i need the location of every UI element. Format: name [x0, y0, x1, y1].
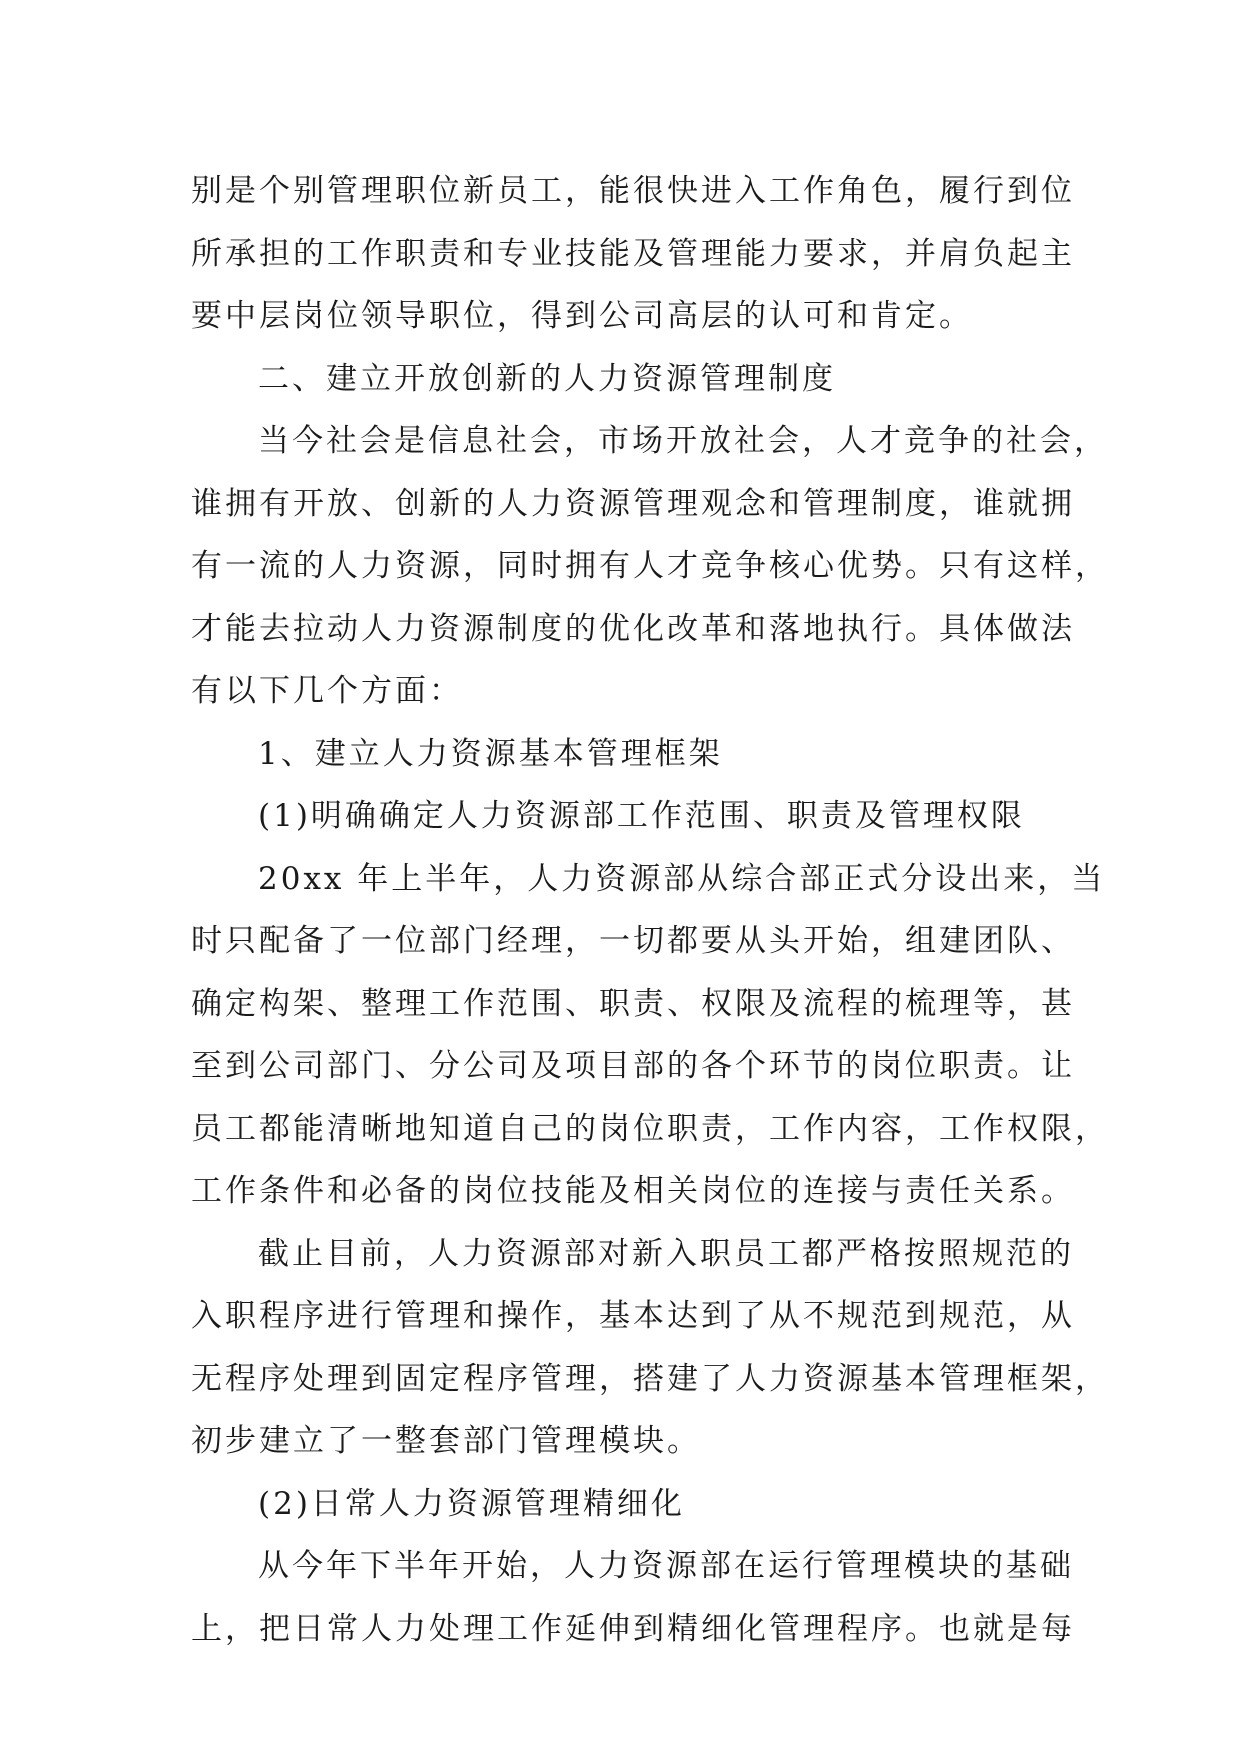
paragraph-line: 工作条件和必备的岗位技能及相关岗位的连接与责任关系。	[191, 1173, 1075, 1209]
paragraph-line: 至到公司部门、分公司及项目部的各个环节的岗位职责。让	[191, 1048, 1075, 1084]
paragraph-line: 无程序处理到固定程序管理，搭建了人力资源基本管理框架，	[191, 1360, 1109, 1397]
document-body	[191, 160, 1109, 1660]
paragraph-line: 谁拥有开放、创新的人力资源管理观念和管理制度，谁就拥	[191, 485, 1075, 522]
paragraph-line: 才能去拉动人力资源制度的优化改革和落地执行。具体做法	[191, 610, 1075, 647]
paragraph-first-line: 从今年下半年开始，人力资源部在运行管理模块的基础	[258, 1548, 1074, 1584]
paragraph-line: 确定构架、整理工作范围、职责、权限及流程的梳理等，甚	[191, 985, 1075, 1022]
paragraph-first-line: (1)明确确定人力资源部工作范围、职责及管理权限	[258, 798, 1025, 834]
paragraph-line: 入职程序进行管理和操作，基本达到了从不规范到规范，从	[191, 1298, 1075, 1334]
paragraph-first-line: 20xx 年上半年，人力资源部从综合部正式分设出来，当	[258, 860, 1106, 897]
paragraph-first-line: 1、建立人力资源基本管理框架	[258, 735, 723, 772]
paragraph-first-line: (2)日常人力资源管理精细化	[258, 1485, 685, 1522]
paragraph-line: 上，把日常人力处理工作延伸到精细化管理程序。也就是每	[191, 1610, 1075, 1647]
paragraph-line: 别是个别管理职位新员工，能很快进入工作角色，履行到位	[191, 173, 1075, 209]
paragraph-first-line: 二、建立开放创新的人力资源管理制度	[258, 360, 836, 397]
paragraph-line: 有以下几个方面：	[191, 673, 463, 709]
paragraph-line: 有一流的人力资源，同时拥有人才竞争核心优势。只有这样，	[191, 548, 1109, 584]
paragraph-line: 初步建立了一整套部门管理模块。	[191, 1423, 701, 1459]
paragraph-line: 员工都能清晰地知道自己的岗位职责，工作内容，工作权限，	[191, 1110, 1109, 1147]
paragraph-line: 所承担的工作职责和专业技能及管理能力要求，并肩负起主	[191, 235, 1075, 272]
paragraph-line: 时只配备了一位部门经理，一切都要从头开始，组建团队、	[191, 923, 1075, 959]
paragraph-first-line: 截止目前，人力资源部对新入职员工都严格按照规范的	[258, 1235, 1074, 1272]
paragraph-line: 要中层岗位领导职位，得到公司高层的认可和肯定。	[191, 298, 973, 334]
paragraph-first-line: 当今社会是信息社会，市场开放社会，人才竞争的社会，	[258, 423, 1108, 459]
